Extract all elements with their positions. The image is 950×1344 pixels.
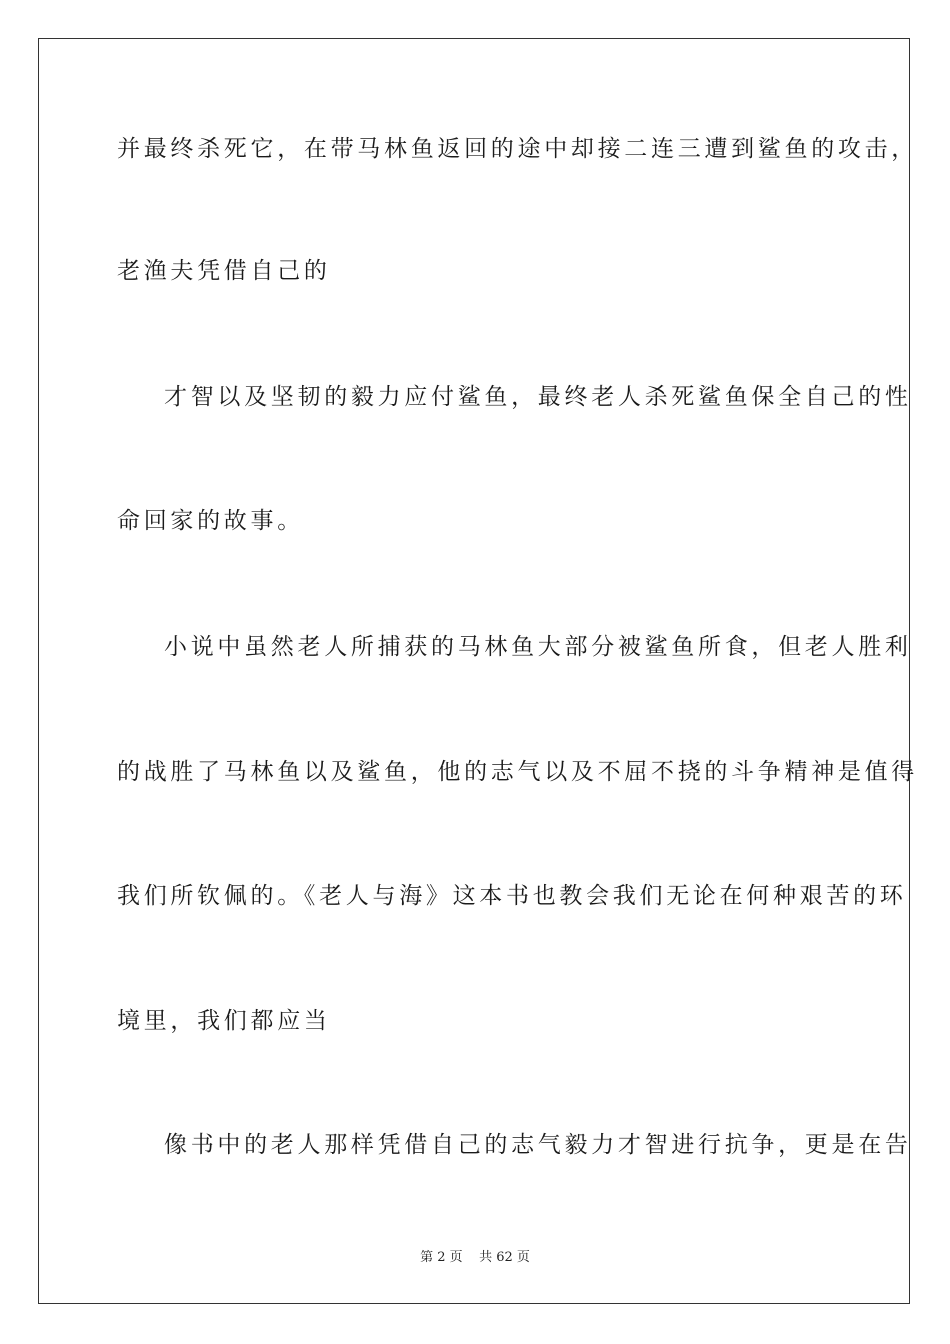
text-line-1: 并最终杀死它，在带马林鱼返回的途中却接二连三遭到鲨鱼的攻击， [117,136,918,162]
page-number-footer: 第 2 页 共 62 页 [420,1250,530,1265]
text-line-5: 小说中虽然老人所捕获的马林鱼大部分被鲨鱼所食，但老人胜利 [164,634,912,660]
text-line-8: 境里，我们都应当 [117,1008,331,1034]
text-line-3: 才智以及坚韧的毅力应付鲨鱼，最终老人杀死鲨鱼保全自己的性 [164,384,912,410]
text-line-4: 命回家的故事。 [117,508,304,534]
text-line-7: 我们所钦佩的。《老人与海》这本书也教会我们无论在何种艰苦的环 [117,883,907,909]
text-line-6: 的战胜了马林鱼以及鲨鱼，他的志气以及不屈不挠的斗争精神是值得 [117,759,918,785]
text-line-9: 像书中的老人那样凭借自己的志气毅力才智进行抗争，更是在告 [164,1132,912,1158]
page-border [38,38,910,1304]
text-line-2: 老渔夫凭借自己的 [117,258,331,284]
